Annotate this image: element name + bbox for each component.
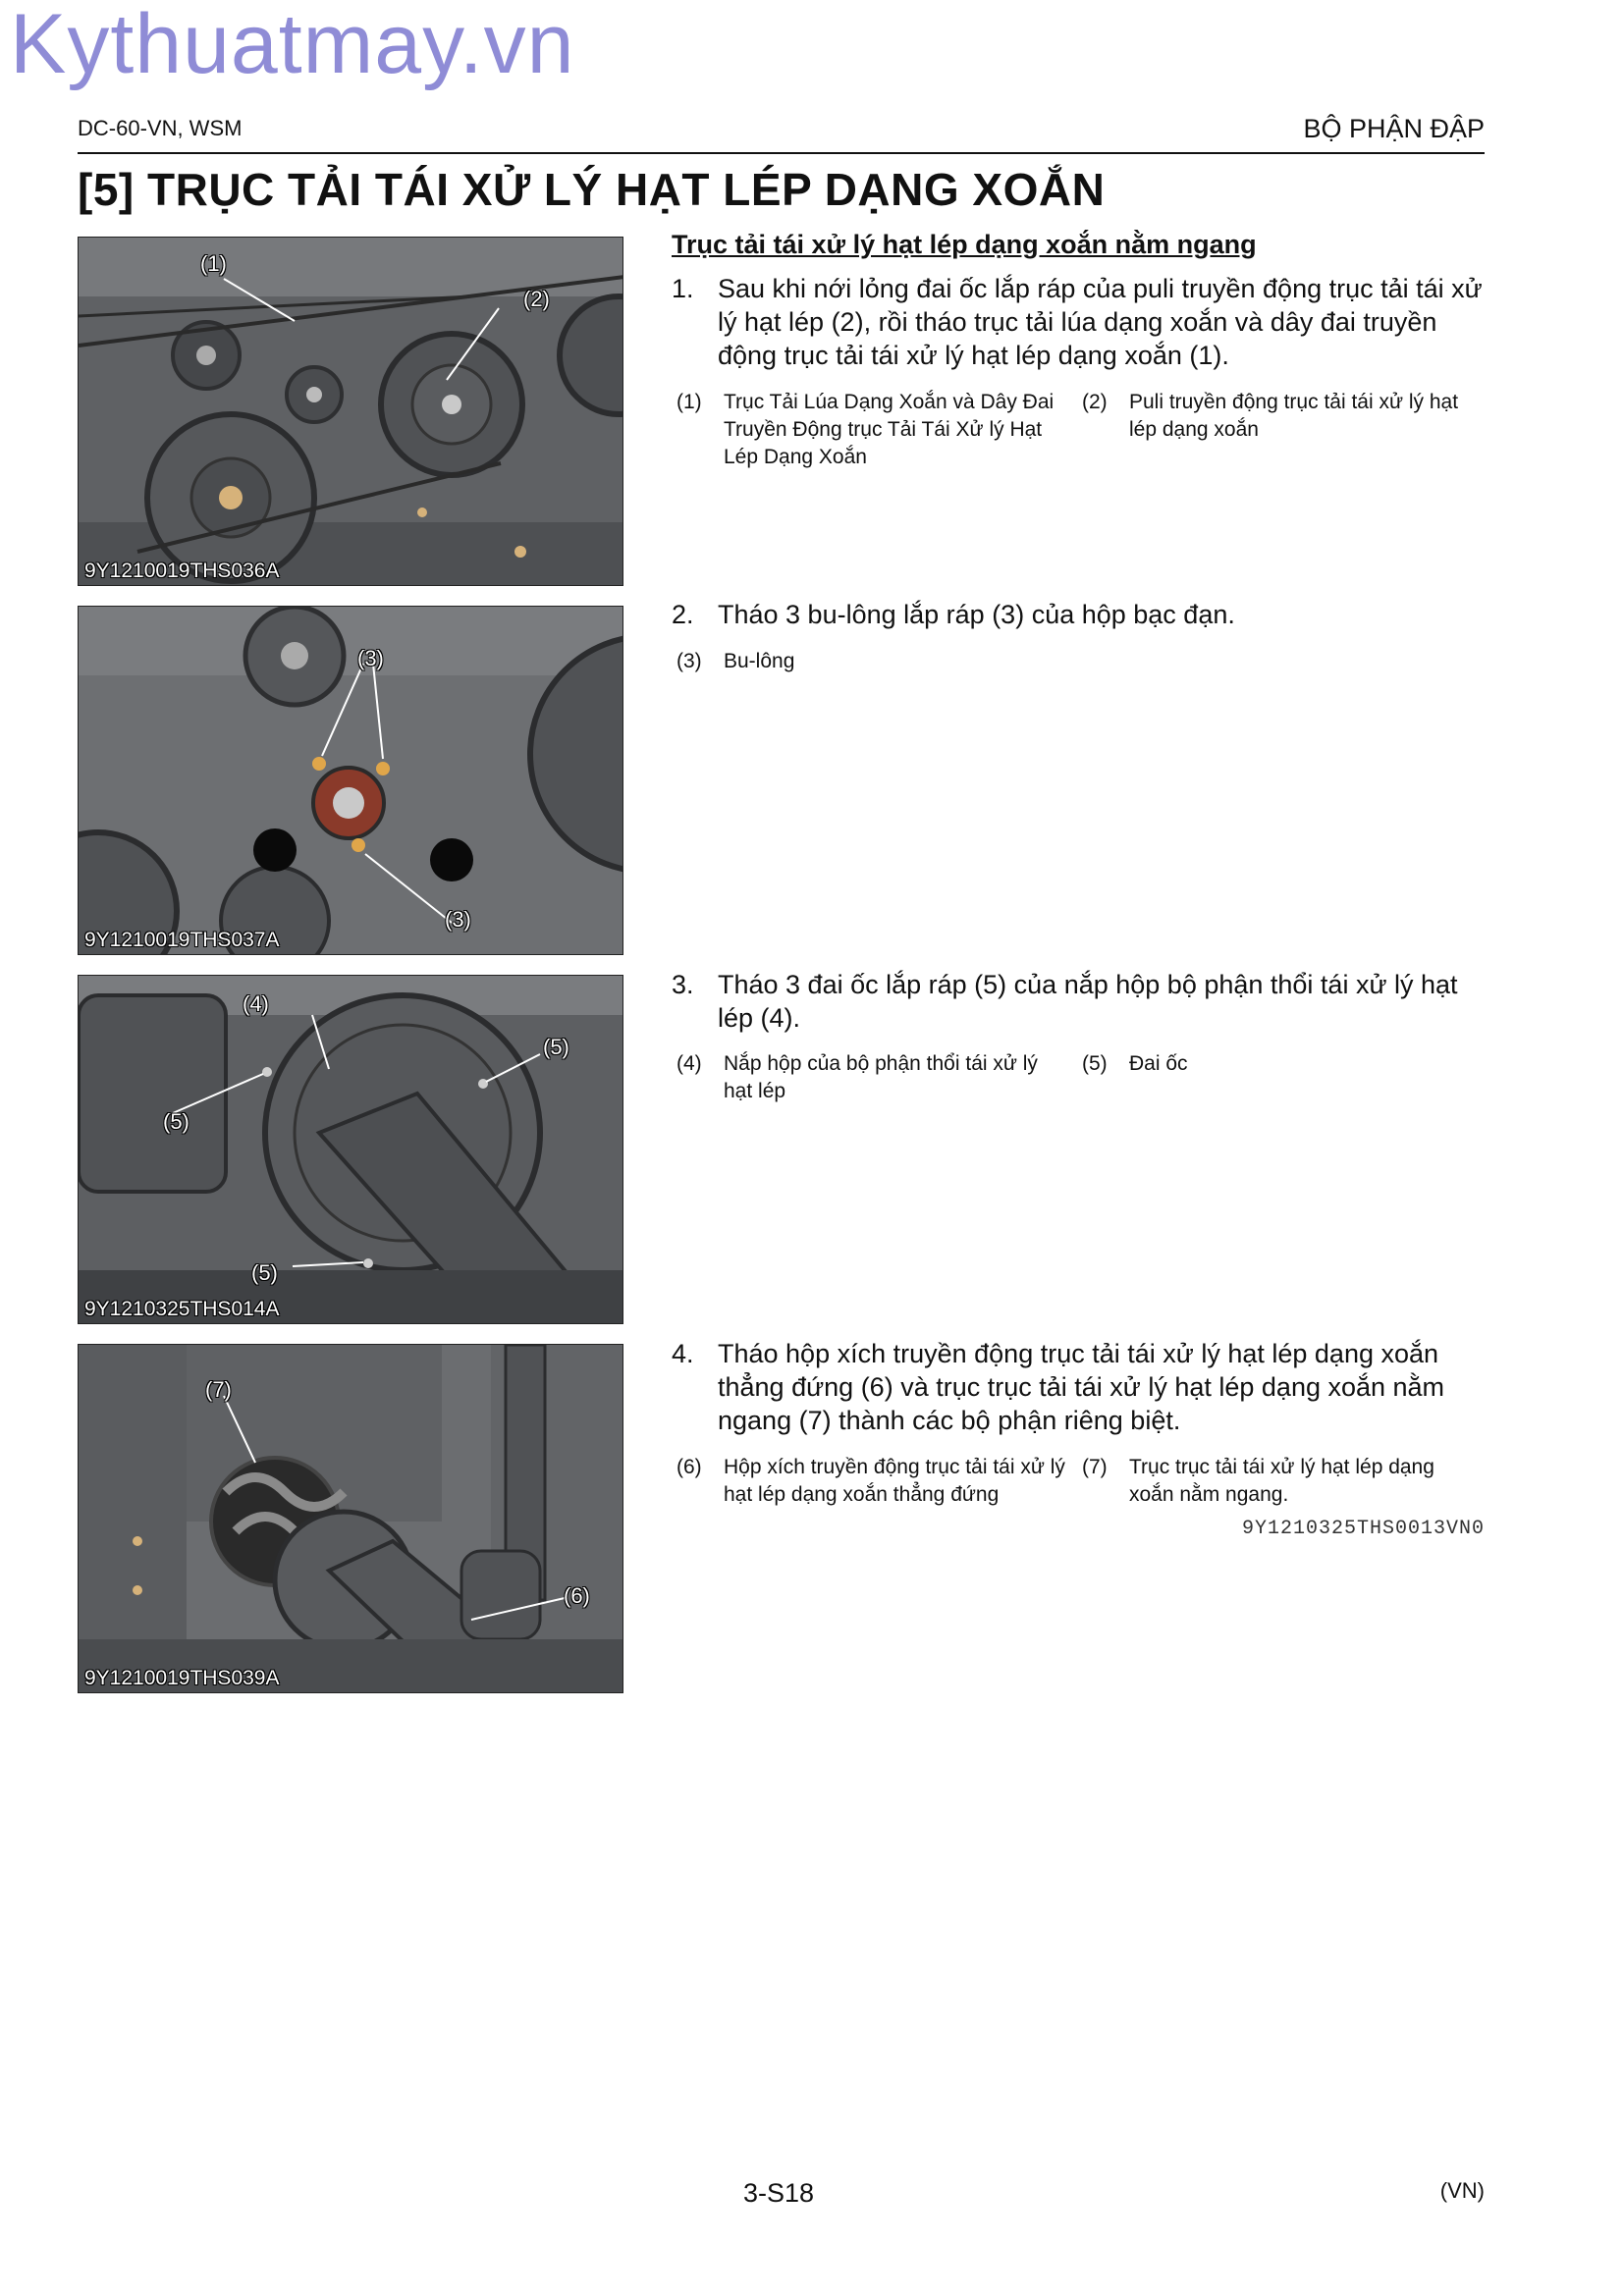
page-number: 3-S18	[743, 2178, 815, 2208]
legend-text: Bu-lông	[724, 650, 795, 672]
step-1-legend	[676, 389, 1485, 477]
legend-text: Trục trục tải tái xử lý hạt lép dạng xoắn nằm ngang.	[1129, 1456, 1434, 1506]
legend-item	[1082, 389, 1485, 444]
language-code: (VN)	[1439, 2178, 1485, 2203]
legend-item	[676, 1454, 1069, 1509]
step-text: Tháo 3 đai ốc lắp ráp (5) của nắp hộp bộ phận thổi tái xử lý hạt lép (4).	[718, 970, 1458, 1033]
step-3	[672, 968, 1485, 1035]
legend-number: (4)	[676, 1052, 702, 1075]
step-2-legend	[676, 648, 1485, 677]
photo-chain-case-image	[79, 1345, 623, 1693]
callout-1: (1)	[200, 251, 227, 276]
photo-blower-cover-image	[79, 976, 623, 1324]
site-watermark: Kythuatmay.vn	[10, 0, 575, 91]
callout-5-right: (5)	[543, 1035, 569, 1059]
legend-number: (7)	[1082, 1456, 1108, 1478]
document-code: 9Y1210325THS0013VN0	[1241, 1518, 1485, 1540]
callout-6: (6)	[564, 1583, 590, 1608]
step-4	[672, 1337, 1485, 1437]
callout-5-left: (5)	[163, 1109, 189, 1134]
callout-2: (2)	[523, 287, 550, 311]
step-3-legend	[676, 1050, 1485, 1109]
header-manual-code: DC-60-VN, WSM	[78, 116, 243, 140]
step-number: 4.	[672, 1339, 694, 1368]
photo-id-label: 9Y1210019THS037A	[84, 929, 280, 951]
step-number: 2.	[672, 600, 694, 629]
legend-item	[676, 648, 1069, 675]
header-divider	[78, 152, 1485, 154]
legend-number: (6)	[676, 1456, 702, 1478]
photo-bearing-housing	[78, 606, 623, 955]
legend-item	[1082, 1454, 1485, 1509]
step-2	[672, 598, 1485, 631]
step-text: Tháo 3 bu-lông lắp ráp (3) của hộp bạc đạn.	[718, 600, 1235, 629]
legend-number: (5)	[1082, 1052, 1108, 1075]
callout-5-bottom: (5)	[251, 1260, 278, 1285]
legend-item	[676, 1050, 1069, 1105]
photo-id-label: 9Y1210019THS039A	[84, 1667, 280, 1689]
section-subheading: Trục tải tái xử lý hạt lép dạng xoắn nằm ngang	[672, 230, 1257, 259]
photo-id-label: 9Y1210019THS036A	[84, 560, 280, 582]
header-section-name: BỘ PHẬN ĐẬP	[1303, 114, 1485, 143]
step-text: Tháo hộp xích truyền động trục tải tái xử lý hạt lép dạng xoắn thẳng đứng (6) và trục trục tải tái xử lý hạt lép dạng xoắn nằm ngang (7) thành các bộ phận riêng biệt.	[718, 1339, 1445, 1435]
legend-text: Hộp xích truyền động trục tải tái xử lý hạt lép dạng xoắn thẳng đứng	[724, 1456, 1065, 1506]
legend-text: Trục Tải Lúa Dạng Xoắn và Dây Đai Truyền Động trục Tải Tái Xử lý Hạt Lép Dạng Xoắn	[724, 391, 1055, 468]
photo-chain-case	[78, 1344, 623, 1693]
legend-item	[676, 389, 1069, 471]
photo-bearing-housing-image	[79, 607, 623, 955]
callout-3-bottom: (3)	[445, 907, 471, 932]
photo-blower-cover	[78, 975, 623, 1324]
photo-id-label: 9Y1210325THS014A	[84, 1298, 280, 1320]
legend-number: (2)	[1082, 391, 1108, 413]
legend-item	[1082, 1050, 1485, 1078]
step-number: 1.	[672, 274, 694, 303]
step-number: 3.	[672, 970, 694, 999]
step-1	[672, 272, 1485, 372]
page-title: [5] TRỤC TẢI TÁI XỬ LÝ HẠT LÉP DẠNG XOẮN	[78, 164, 1106, 215]
callout-3-top: (3)	[357, 646, 384, 670]
legend-text: Đai ốc	[1129, 1052, 1188, 1075]
legend-number: (1)	[676, 391, 702, 413]
callout-4: (4)	[243, 991, 269, 1016]
callout-7: (7)	[205, 1377, 232, 1402]
legend-text: Puli truyền động trục tải tái xử lý hạt lép dạng xoắn	[1129, 391, 1459, 441]
legend-text: Nắp hộp của bộ phận thổi tái xử lý hạt lép	[724, 1052, 1038, 1102]
step-4-legend	[676, 1454, 1485, 1513]
photo-belt-pulley	[78, 237, 623, 586]
legend-number: (3)	[676, 650, 702, 672]
step-text: Sau khi nới lỏng đai ốc lắp ráp của puli truyền động trục tải tái xử lý hạt lép (2), rồi tháo trục tải lúa dạng xoắn và dây đai truyền động trục tải tái xử lý hạt lép dạng xoắn (1).	[718, 274, 1483, 370]
